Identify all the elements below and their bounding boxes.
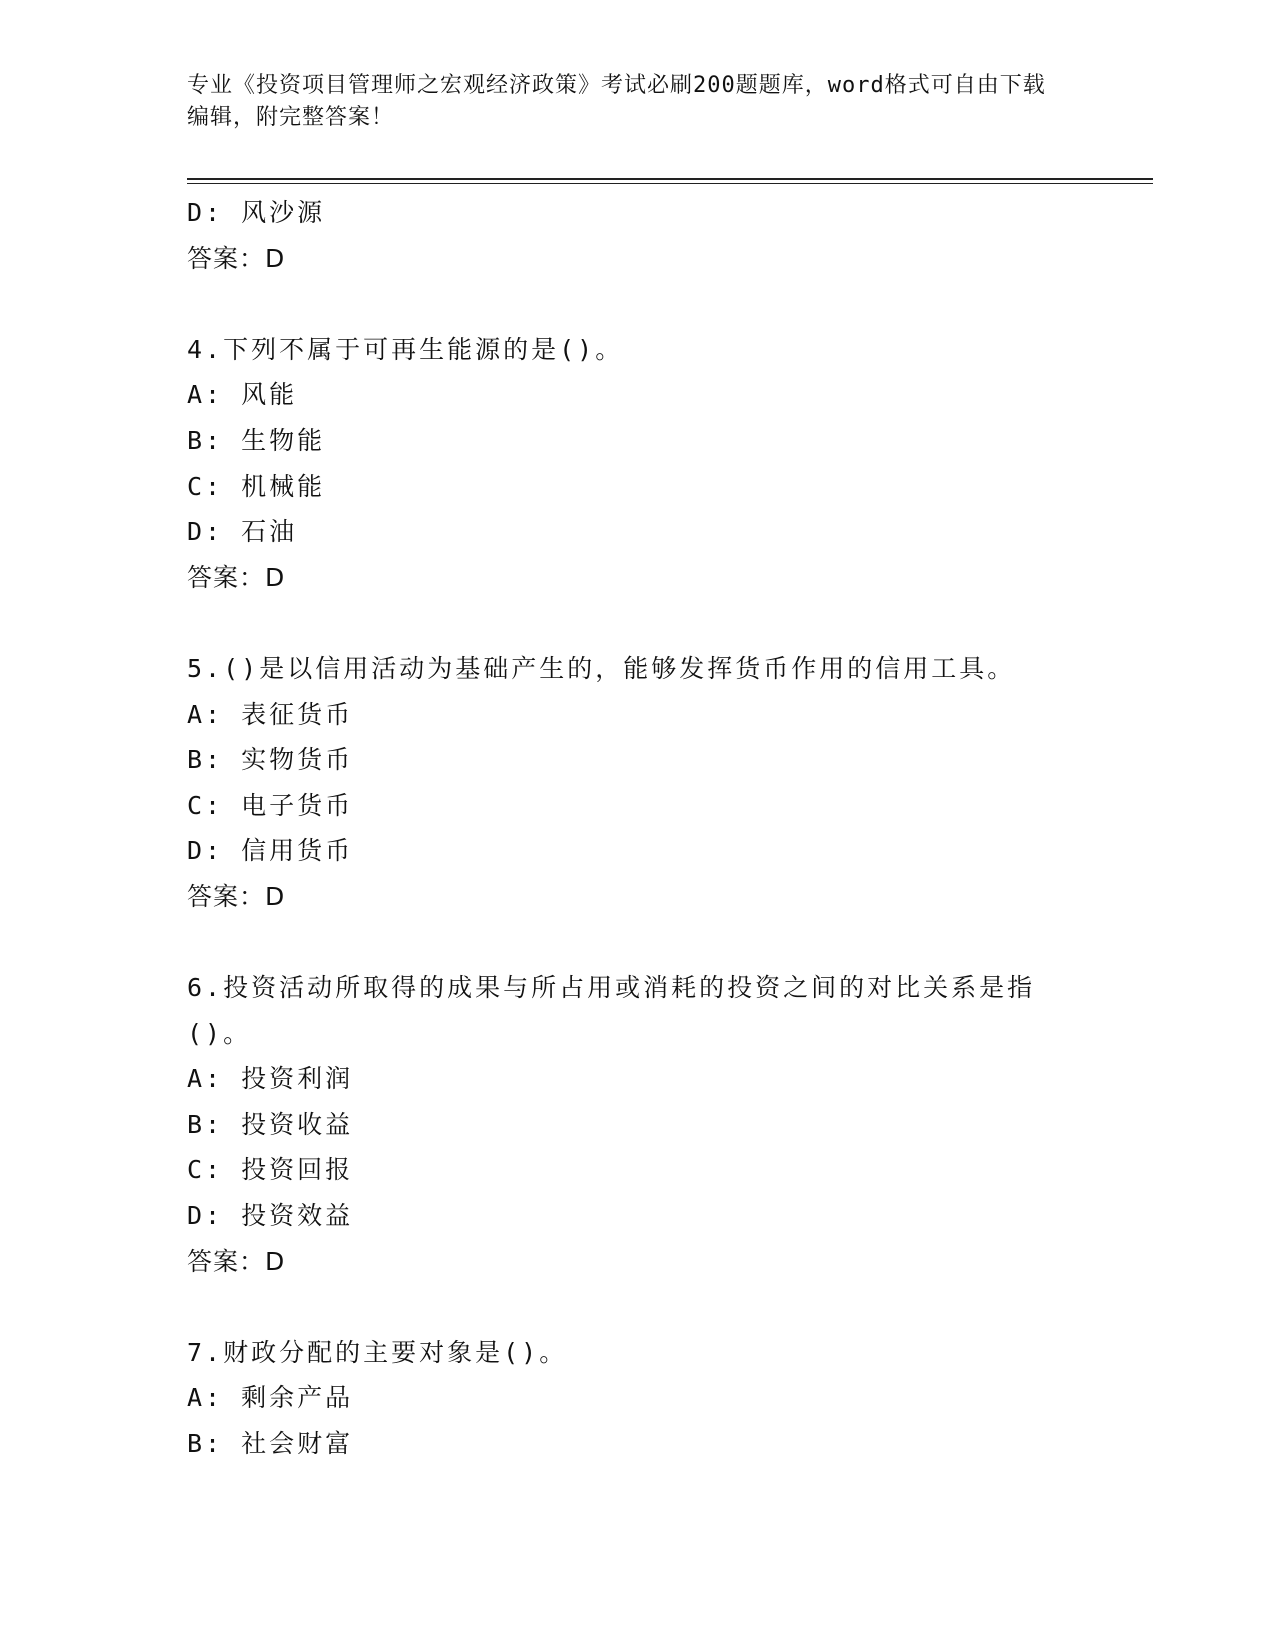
- option-c: C: 机械能: [187, 471, 326, 501]
- question-stem: 7.财政分配的主要对象是()。: [187, 1337, 568, 1367]
- question-block-7: [187, 1330, 1087, 1467]
- option-a: A: 风能: [187, 380, 298, 410]
- option-d: D: 石油: [187, 517, 298, 547]
- option-c: C: 电子货币: [187, 790, 354, 820]
- spacer: [187, 920, 1087, 966]
- option-d: D: 风沙源: [187, 198, 326, 227]
- answer-line: 答案：D: [187, 562, 286, 592]
- spacer: [187, 281, 1087, 327]
- header-divider: [187, 178, 1153, 184]
- question-block-4: [187, 327, 1087, 601]
- answer-line: 答案：D: [187, 881, 286, 911]
- answer-line: 答案：D: [187, 243, 286, 273]
- spacer: [187, 1284, 1087, 1330]
- question-block-partial: [187, 190, 1087, 281]
- question-stem: 4.下列不属于可再生能源的是()。: [187, 334, 624, 364]
- document-header: [187, 70, 1067, 134]
- question-block-6: [187, 965, 1087, 1284]
- option-d: D: 投资效益: [187, 1201, 354, 1231]
- option-d: D: 信用货币: [187, 836, 354, 866]
- option-b: B: 生物能: [187, 425, 326, 455]
- question-stem: 5.()是以信用活动为基础产生的，能够发挥货币作用的信用工具。: [187, 653, 1016, 683]
- option-b: B: 实物货币: [187, 745, 354, 775]
- option-a: A: 剩余产品: [187, 1383, 354, 1413]
- option-b: B: 社会财富: [187, 1429, 354, 1459]
- question-list: [187, 190, 1087, 1467]
- spacer: [187, 600, 1087, 646]
- option-b: B: 投资收益: [187, 1109, 354, 1139]
- option-c: C: 投资回报: [187, 1155, 354, 1185]
- question-block-5: [187, 646, 1087, 920]
- option-a: A: 表征货币: [187, 699, 354, 729]
- document-header-text: 专业《投资项目管理师之宏观经济政策》考试必刷200题题库，word格式可自由下载编辑，附完整答案！: [187, 73, 1046, 130]
- answer-line: 答案：D: [187, 1246, 286, 1276]
- question-stem: 6.投资活动所取得的成果与所占用或消耗的投资之间的对比关系是指()。: [187, 973, 1036, 1048]
- option-a: A: 投资利润: [187, 1064, 354, 1094]
